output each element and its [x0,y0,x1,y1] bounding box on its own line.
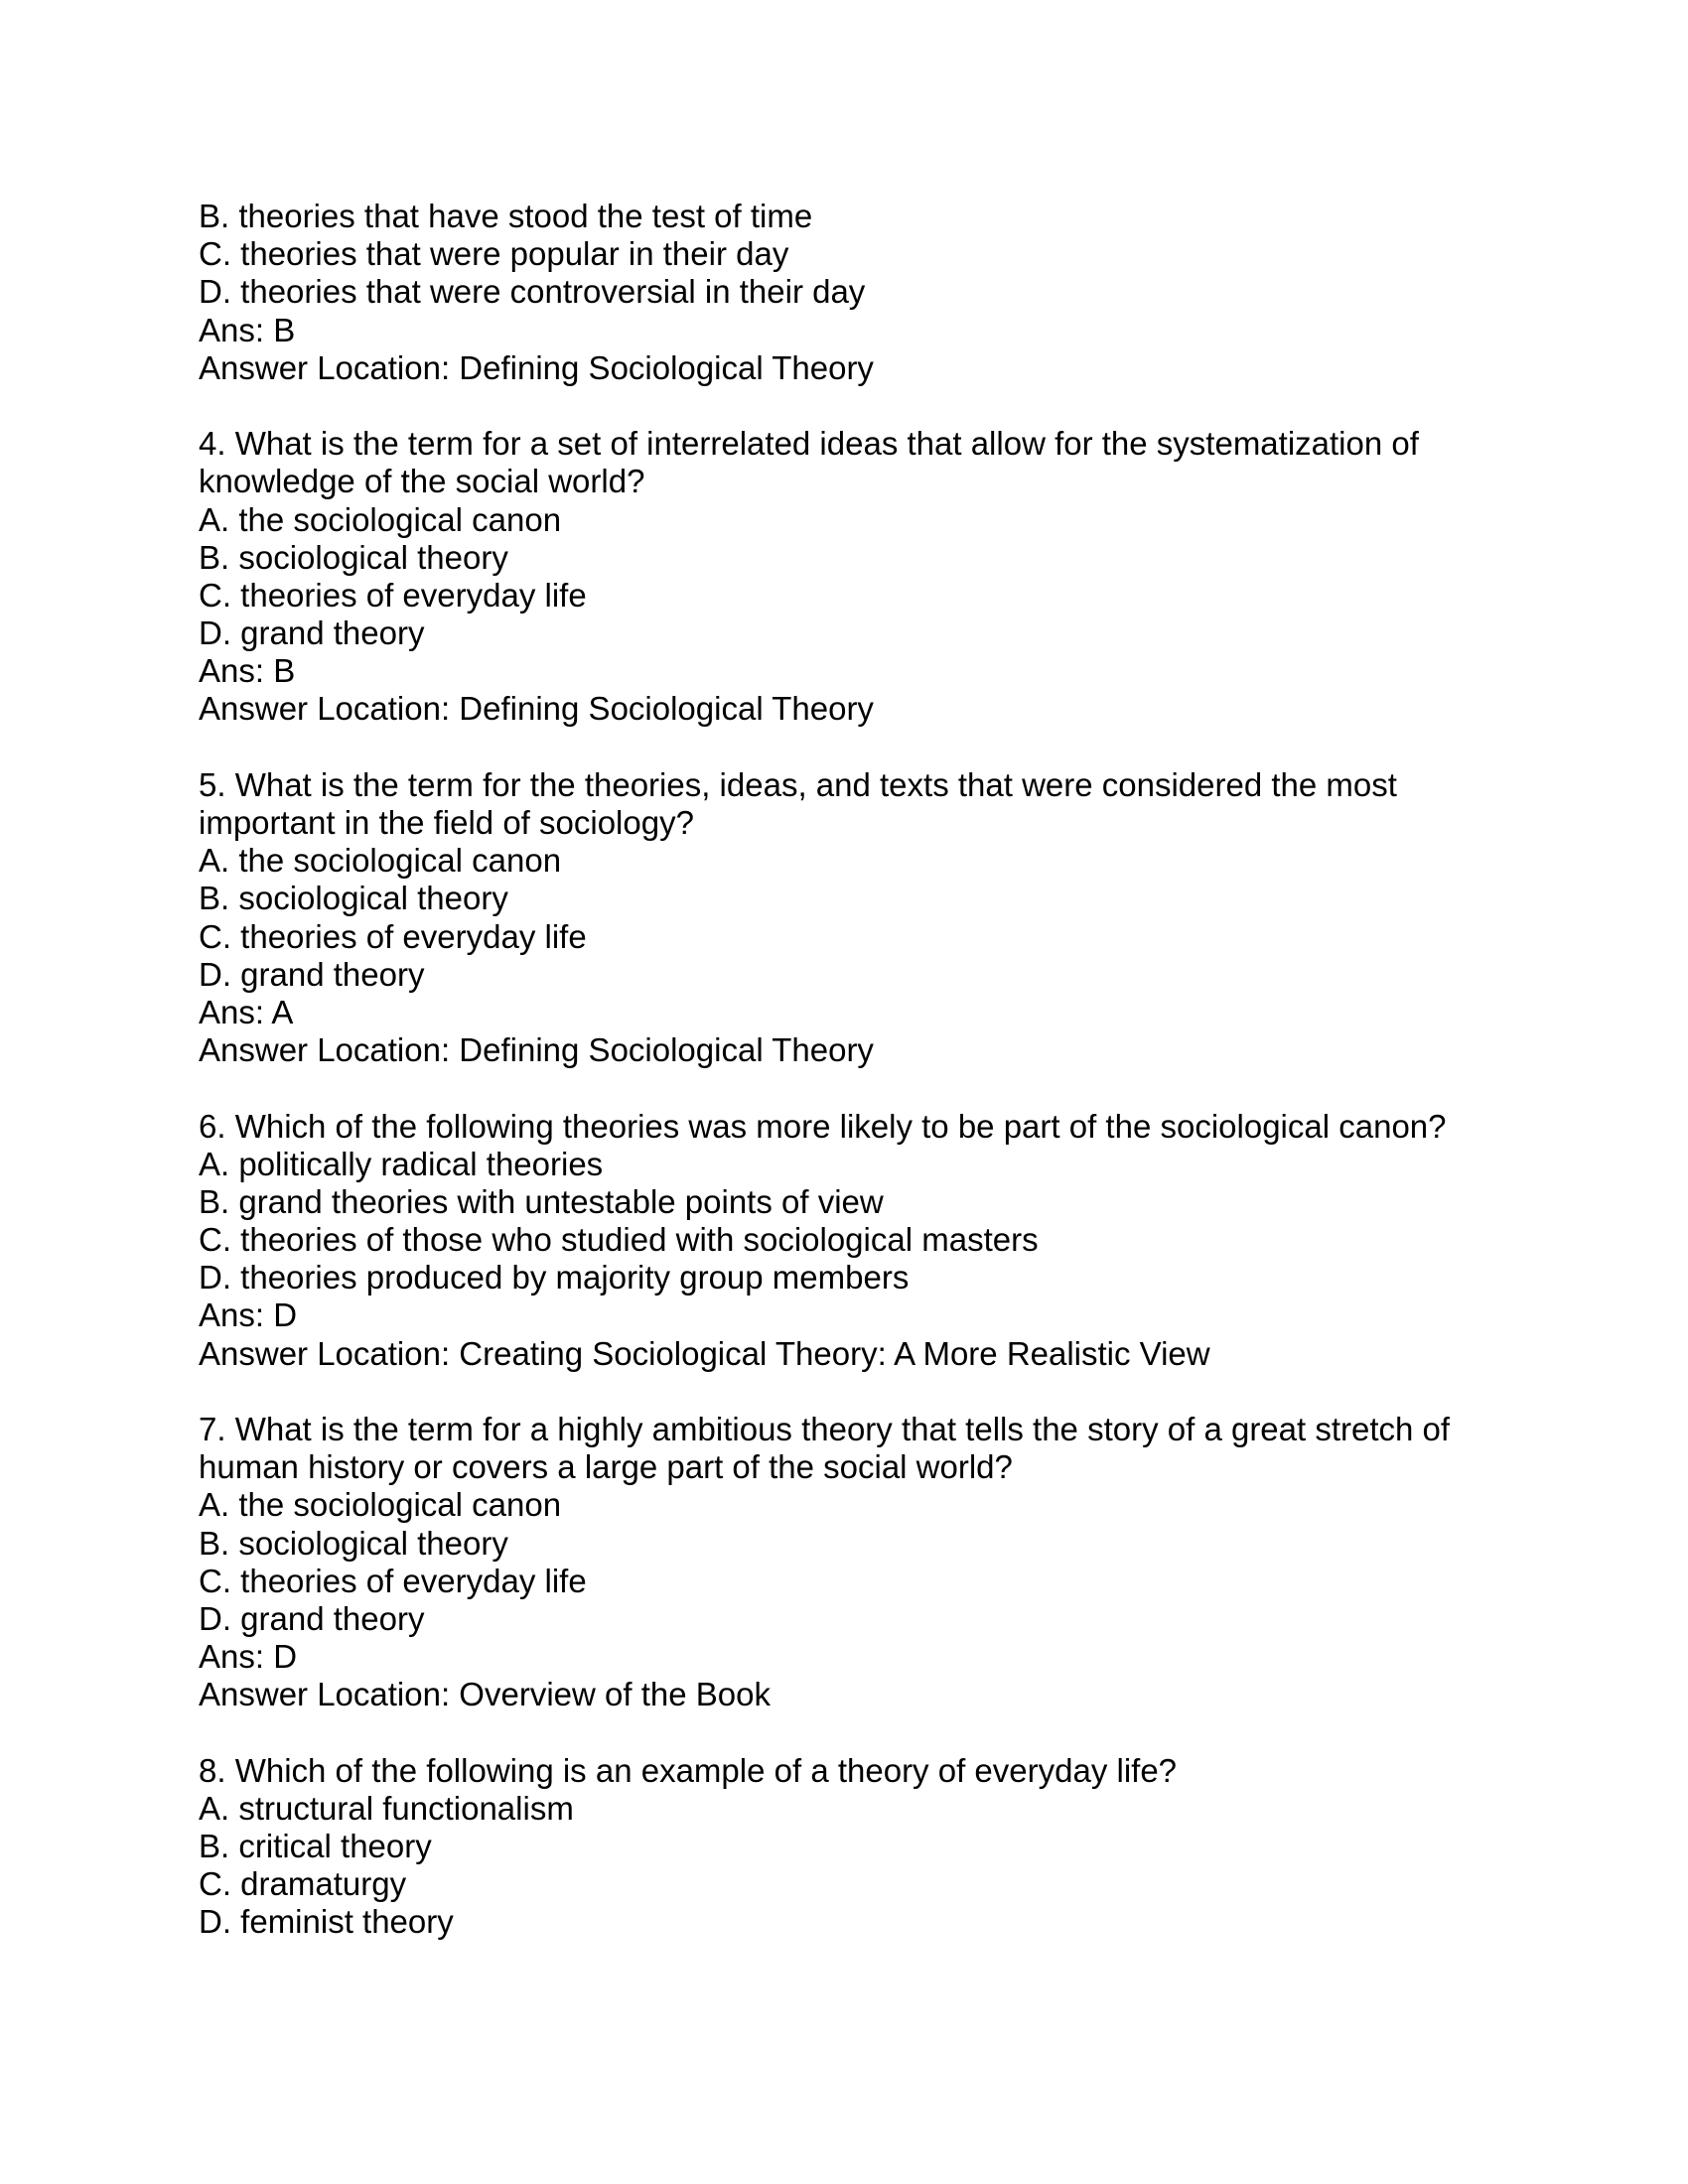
question-8 [199,1752,1589,1942]
spacer [199,387,1589,425]
option-a: A. the sociological canon [199,1486,562,1524]
option-3b: B. theories that have stood the test of time [199,198,813,234]
option-b: B. sociological theory [199,538,508,576]
question-7 [199,1411,1589,1714]
answer-location: Answer Location: Overview of the Book [199,1676,771,1713]
answer-3: Ans: B [199,311,296,348]
answer-location-3: Answer Location: Defining Sociological Theory [199,348,874,386]
option-c: C. theories of those who studied with sociological masters [199,1221,1039,1259]
question-stem: 8. Which of the following is an example of a theory of everyday life? [199,1751,1178,1789]
option-d: D. grand theory [199,614,425,652]
answer-location: Answer Location: Creating Sociological Theory: A More Realistic View [199,1334,1210,1372]
spacer [199,729,1589,766]
answer: Ans: A [199,993,294,1030]
option-c: C. dramaturgy [199,1865,407,1903]
option-a: A. structural functionalism [199,1789,574,1827]
option-b: B. sociological theory [199,1524,508,1562]
option-d: D. feminist theory [199,1903,454,1941]
question-stem: 5. What is the term for the theories, ideas, and texts that were considered the most [199,765,1397,803]
question-6 [199,1108,1589,1373]
option-d: D. theories produced by majority group members [199,1259,910,1297]
option-a: A. politically radical theories [199,1145,604,1182]
option-a: A. the sociological canon [199,842,562,880]
answer: Ans: B [199,652,296,690]
option-b: B. grand theories with untestable points of view [199,1182,884,1220]
document-page [199,198,1589,1942]
answer-location: Answer Location: Defining Sociological Theory [199,690,874,728]
option-3d: D. theories that were controversial in their day [199,273,866,311]
question-stem: human history or covers a large part of the social world? [199,1448,1013,1486]
option-d: D. grand theory [199,955,425,993]
option-c: C. theories of everyday life [199,1562,587,1599]
option-b: B. critical theory [199,1828,432,1865]
option-c: C. theories of everyday life [199,917,587,955]
question-3-continuation [199,198,1589,387]
answer-location: Answer Location: Defining Sociological Theory [199,1031,874,1069]
option-b: B. sociological theory [199,880,508,917]
spacer [199,1373,1589,1411]
question-stem: 4. What is the term for a set of interrelated ideas that allow for the systematization of [199,425,1419,463]
answer: Ans: D [199,1297,298,1334]
question-stem: knowledge of the social world? [199,463,645,500]
question-stem: 7. What is the term for a highly ambitious theory that tells the story of a great stretch of [199,1411,1451,1447]
answer: Ans: D [199,1638,298,1676]
option-3c: C. theories that were popular in their day [199,235,789,273]
question-4 [199,425,1589,729]
option-c: C. theories of everyday life [199,576,587,614]
question-5 [199,766,1589,1070]
spacer [199,1069,1589,1107]
option-d: D. grand theory [199,1599,425,1637]
question-stem: 6. Which of the following theories was more likely to be part of the sociological canon? [199,1107,1447,1145]
option-a: A. the sociological canon [199,500,562,538]
spacer [199,1714,1589,1752]
question-stem: important in the field of sociology? [199,804,694,841]
